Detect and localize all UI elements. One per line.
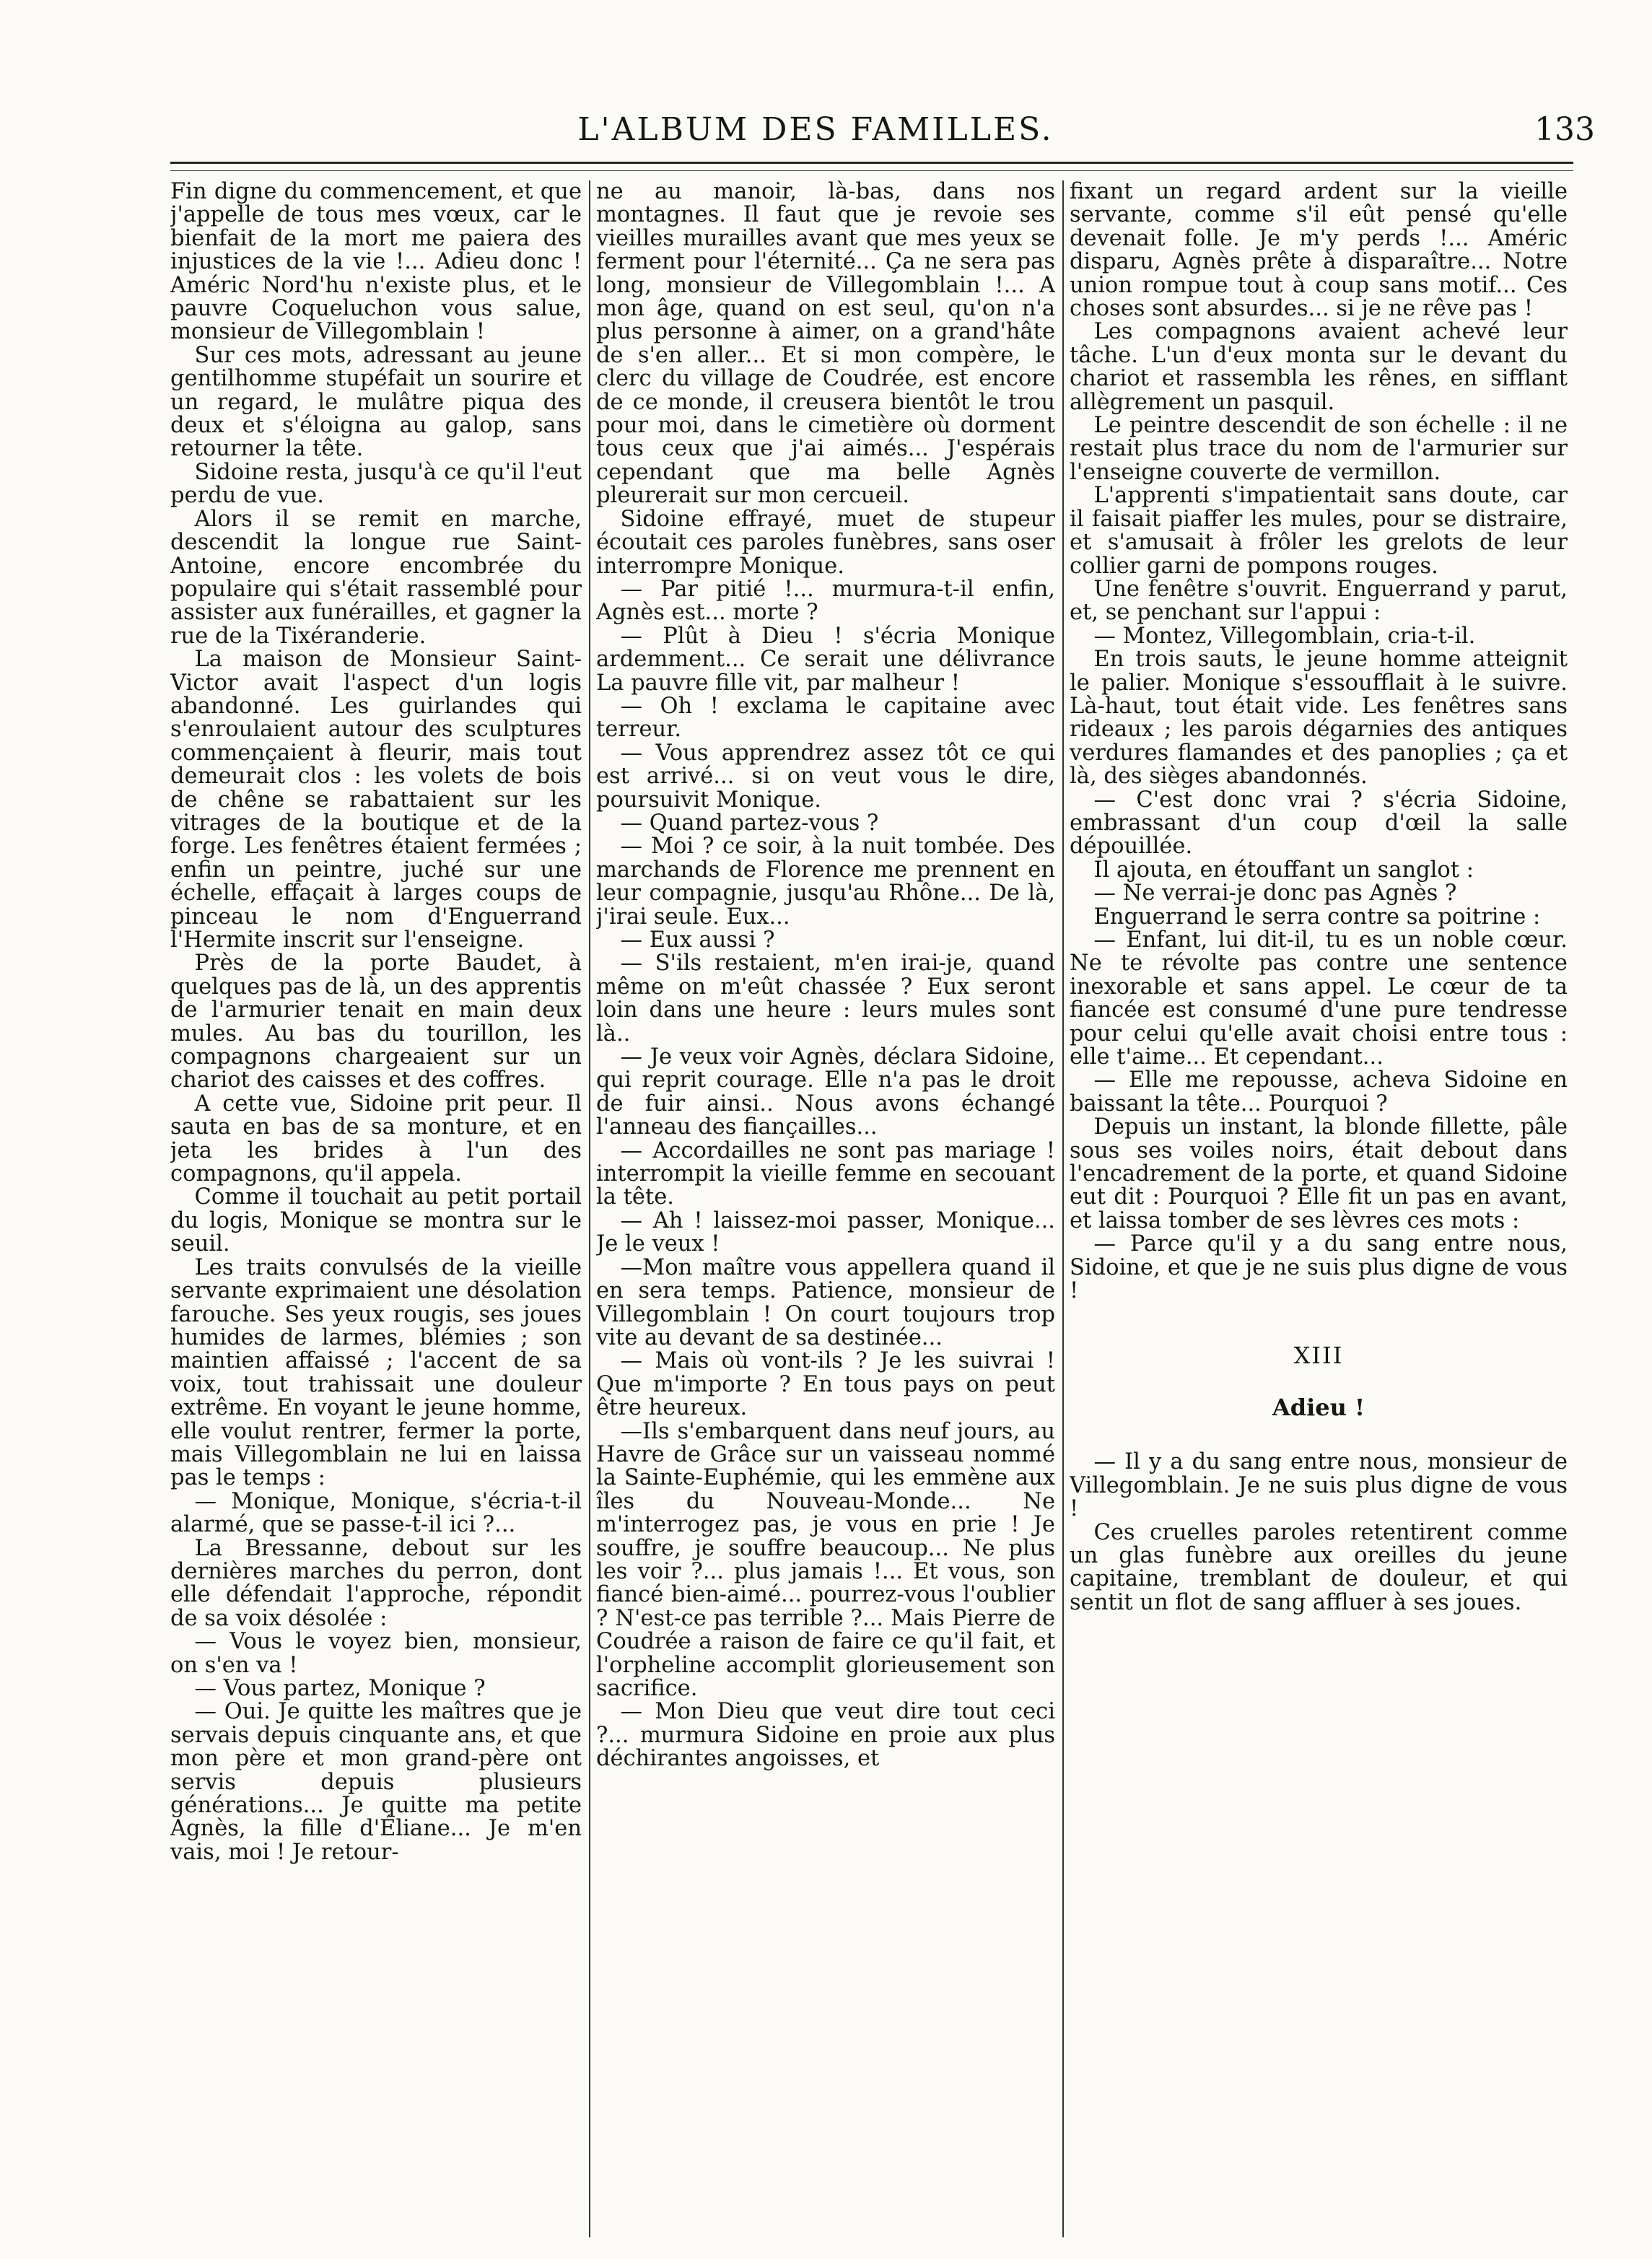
paragraph: — S'ils restaient, m'en irai-je, quand même on m'eût chassée ? Eux seront loin dans une heure : leurs mules sont là.. (596, 951, 1055, 1047)
header-rule-thick (170, 162, 1573, 164)
paragraph: — Eux aussi ? (620, 927, 775, 953)
column-2 (596, 180, 1055, 2245)
paragraph: Sidoine effrayé, muet de stupeur écoutait ces paroles funèbres, sans oser interrompre Monique. (596, 506, 1055, 579)
paragraph: Sur ces mots, adressant au jeune gentilhomme stupéfait un sourire et un regard, le mulâtre piqua des deux et s'éloigna au galop, sans retourner la tête. (170, 342, 582, 462)
paragraph: ne au manoir, là-bas, dans nos montagnes. Il faut que je revoie ses vieilles murailles avant que mes yeux se ferment pour l'éternité... Ça ne sera pas long, monsieur de Villegomblain !... A mon âge, quand on est seul, qu'on n'a plus personne à aimer, on a grand'hâte de s'en aller... Et si mon compère, le clerc du village de Coudrée, est encore de ce monde, il creusera bientôt le trou pour moi, dans le cimetière où dorment tous ceux que j'ai aimés... J'espérais cependant que ma belle Agnès pleurerait sur mon cercueil. (596, 180, 1055, 509)
paragraph: — Moi ? ce soir, à la nuit tombée. Des marchands de Florence me prennent en leur compagnie, jusqu'au Rhône... De là, j'irai seule. Eux... (596, 834, 1055, 930)
paragraph: A cette vue, Sidoine prit peur. Il sauta en bas de sa monture, et en jeta les brides à l'un des compagnons, qu'il appela. (170, 1091, 582, 1187)
paragraph: — Vous partez, Monique ? (194, 1676, 486, 1701)
paragraph: Ces cruelles paroles retentirent comme un glas funèbre aux oreilles du jeune capitaine, tremblant de douleur, et qui sentit un flot de sang affluer à ses joues. (1070, 1519, 1568, 1615)
page-number: 133 (1534, 111, 1595, 148)
paragraph: Enguerrand le serra contre sa poitrine : (1093, 904, 1541, 930)
paragraph: —Mon maître vous appellera quand il en sera temps. Patience, monsieur de Villegomblain ! On court toujours trop vite au devant de sa destinée... (596, 1254, 1055, 1350)
paragraph: Comme il touchait au petit portail du logis, Monique se montra sur le seuil. (170, 1184, 582, 1257)
paragraph: Une fenêtre s'ouvrit. Enguerrand y parut, et, se penchant sur l'appui : (1070, 576, 1568, 626)
paragraph: Depuis un instant, la blonde fillette, pâle sous ses voiles noirs, était debout dans l'encadrement de la porte, et quand Sidoine eut dit : Pourquoi ? Elle fit un pas en avant, et laissa tomber de ses lèvres ces mots : (1070, 1114, 1568, 1233)
paragraph: — Enfant, lui dit-il, tu es un noble cœur. Ne te révolte pas contre une sentence inexorable et sans appel. Le cœur de ta fiancée est consumé d'une pure tendresse pour celui qu'elle avait choisi entre tous : elle t'aime... Et cependant... (1070, 927, 1568, 1070)
paragraph: — Mon Dieu que veut dire tout ceci ?... murmura Sidoine en proie aux plus déchirantes angoisses, et (596, 1699, 1055, 1772)
page-header (29, 108, 1602, 152)
paragraph: Le peintre descendit de son échelle : il ne restait plus trace du nom de l'armurier sur l'enseigne couverte de vermillon. (1070, 413, 1568, 485)
paragraph: En trois sauts, le jeune homme atteignit le palier. Monique s'essoufflait à le suivre. Là-haut, tout était vide. Les fenêtres sans rideaux ; les parois dégarnies des antiques verdures flamandes et des panoplies ; ça et là, des sièges abandonnés. (1070, 647, 1568, 790)
journal-title: L'ALBUM DES FAMILLES. (577, 111, 1054, 148)
paragraph: — Oui. Je quitte les maîtres que je servais depuis cinquante ans, et que mon père et mon grand-père ont servis depuis plusieurs générations... Je quitte ma petite Agnès, la fille d'Éliane... Je m'en vais, moi ! Je retour- (170, 1699, 582, 1865)
paragraph: L'apprenti s'impatientait sans doute, car il faisait piaffer les mules, pour se distraire, et s'amusait à frôler les grelots de leur collier garni de pompons rouges. (1070, 483, 1568, 579)
paragraph: Les compagnons avaient achevé leur tâche. L'un d'eux monta sur le devant du chariot et rassembla les rênes, en sifflant allègrement un pasquil. (1070, 319, 1568, 415)
paragraph: Il ajouta, en étouffant un sanglot : (1093, 857, 1474, 883)
column-separator (1062, 180, 1064, 2237)
text-columns (170, 180, 1573, 2252)
paragraph: Près de la porte Baudet, à quelques pas de là, un des apprentis de l'armurier tenait en main deux mules. Au bas du tourillon, les compagnons chargeaient sur un chariot des caisses et des coffres. (170, 951, 582, 1093)
paragraph: — Vous apprendrez assez tôt ce qui est arrivé... si on veut vous le dire, poursuivit Monique. (596, 740, 1055, 813)
paragraph: — Elle me repousse, acheva Sidoine en baissant la tête... Pourquoi ? (1070, 1067, 1568, 1117)
paragraph: Les traits convulsés de la vieille servante exprimaient une désolation farouche. Ses yeux rougis, ses joues humides de larmes, blémies ; son maintien affaissé ; l'accent de sa voix, tout trahissait une douleur extrême. En voyant le jeune homme, elle voulut rentrer, fermer la porte, mais Villegomblain ne lui en laissa pas le temps : (170, 1254, 582, 1491)
paragraph: — Quand partez-vous ? (620, 810, 879, 836)
paragraph: — Il y a du sang entre nous, monsieur de Villegomblain. Je ne suis plus digne de vous ! (1070, 1449, 1568, 1522)
paragraph: — Montez, Villegomblain, cria-t-il. (1093, 623, 1476, 649)
paragraph: La maison de Monsieur Saint-Victor avait l'aspect d'un logis abandonné. Les guirlandes qui s'enroulaient autour des sculptures commençaient à fleurir, mais tout demeurait clos : les volets de bois de chêne se rabattaient sur les vitrages de la boutique et de la forge. Les fenêtres étaient fermées ; enfin un peintre, juché sur une échelle, effaçait à larges coups de pinceau le nom d'Enguerrand l'Hermite inscrit sur l'enseigne. (170, 647, 582, 953)
paragraph: — Plût à Dieu ! s'écria Monique ardemment... Ce serait une délivrance La pauvre fille vit, par malheur ! (596, 623, 1055, 696)
paragraph: fixant un regard ardent sur la vieille servante, comme s'il eût pensé qu'elle devenait folle. Je m'y perds !... Améric disparu, Agnès prête à disparaître... Notre union rompue tout à coup sans motif... Ces choses sont absurdes... si je ne rêve pas ! (1070, 180, 1568, 322)
paragraph: — C'est donc vrai ? s'écria Sidoine, embrassant d'un coup d'œil la salle dépouillée. (1070, 787, 1568, 860)
paragraph: — Accordailles ne sont pas mariage ! interrompit la vieille femme en secouant la tête. (596, 1137, 1055, 1210)
paragraph: — Oh ! exclama le capitaine avec terreur. (596, 693, 1055, 743)
paragraph: — Vous le voyez bien, monsieur, on s'en va ! (170, 1629, 582, 1678)
paragraph: — Par pitié !... murmura-t-il enfin, Agnès est... morte ? (596, 576, 1055, 626)
paragraph: — Je veux voir Agnès, déclara Sidoine, qui reprit courage. Elle n'a pas le droit de fuir ainsi.. Nous avons échangé l'anneau des fiançailles... (596, 1044, 1055, 1140)
paragraph: La Bressanne, debout sur les dernières marches du perron, dont elle défendait l'approche, répondit de sa voix désolée : (170, 1535, 582, 1631)
chapter-number: XIII (1293, 1341, 1344, 1369)
paragraph: Alors il se remit en marche, descendit la longue rue Saint-Antoine, encore encombrée du populaire qui s'était rassemblé pour assister aux funérailles, et gagner la rue de la Tixéranderie. (170, 506, 582, 649)
header-rule-thin (170, 170, 1573, 171)
column-3 (1070, 180, 1568, 2245)
paragraph: — Parce qu'il y a du sang entre nous, Sidoine, et que je ne suis plus digne de vous ! (1070, 1231, 1568, 1304)
paragraph: — Mais où vont-ils ? Je les suivrai ! Que m'importe ? En tous pays on peut être heureux. (596, 1348, 1055, 1421)
paragraph: — Ah ! laissez-moi passer, Monique... Je le veux ! (596, 1207, 1055, 1257)
paragraph: — Monique, Monique, s'écria-t-il alarmé, que se passe-t-il ici ?... (170, 1488, 582, 1538)
column-separator (589, 180, 590, 2237)
paragraph: Fin digne du commencement, et que j'appelle de tous mes vœux, car le bienfait de la mort me paiera des injustices de la vie !... Adieu donc ! Améric Nord'hu n'existe plus, et le pauvre Coqueluchon vous salue, monsieur de Villegomblain ! (170, 180, 582, 345)
column-1 (170, 180, 582, 2245)
chapter-title: Adieu ! (1272, 1393, 1365, 1421)
paragraph: —Ils s'embarquent dans neuf jours, au Havre de Grâce sur un vaisseau nommé la Sainte-Euphémie, qui les emmène aux îles du Nouveau-Monde... Ne m'interrogez pas, je vous en prie ! Je souffre, je souffre beaucoup... Ne plus les voir ?... plus jamais !... Et vous, son fiancé bien-aimé... pourrez-vous l'oublier ? N'est-ce pas terrible ?... Mais Pierre de Coudrée a raison de faire ce qu'il fait, et l'orpheline accomplit glorieusement son sacrifice. (596, 1418, 1055, 1701)
paragraph: — Ne verrai-je donc pas Agnès ? (1093, 881, 1457, 906)
paragraph: Sidoine resta, jusqu'à ce qu'il l'eut perdu de vue. (170, 459, 582, 509)
